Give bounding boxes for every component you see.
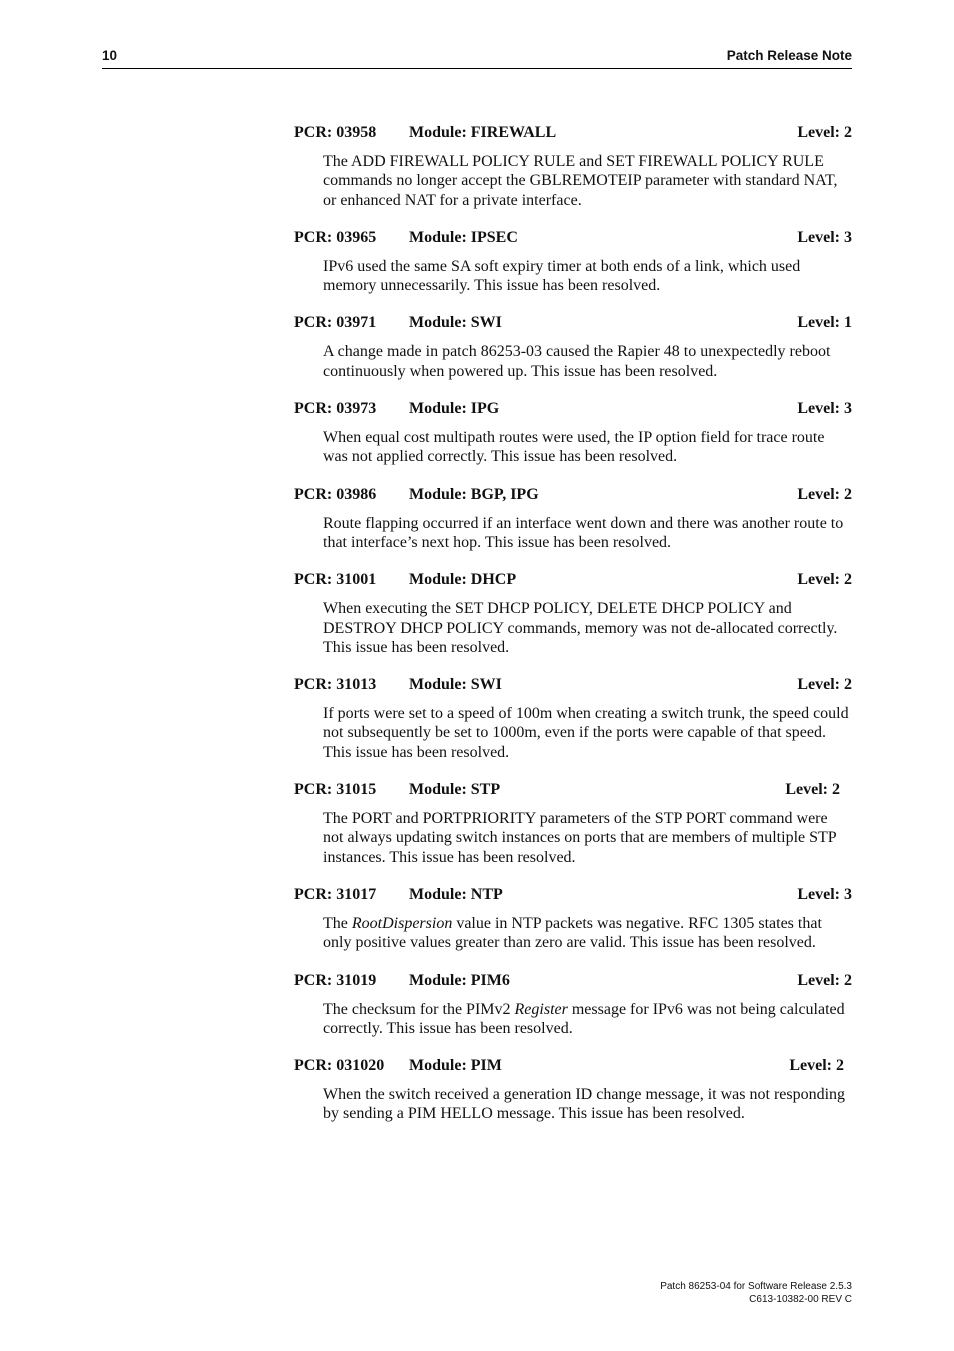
- pcr-level: Level: 3: [797, 885, 852, 903]
- pcr-entry: [294, 886, 852, 953]
- pcr-entry: [294, 400, 852, 467]
- pcr-heading: [294, 972, 852, 994]
- message-name-italic: Register: [514, 1000, 568, 1018]
- field-name-italic: RootDispersion: [351, 914, 453, 932]
- pcr-number: PCR: 03971: [294, 314, 377, 332]
- pcr-number: PCR: 31013: [294, 676, 377, 694]
- pcr-module: Module: IPG: [409, 400, 500, 418]
- pcr-module: Module: PIM6: [409, 971, 510, 989]
- pcr-number: PCR: 31017: [294, 885, 377, 903]
- pcr-number: PCR: 03973: [294, 400, 377, 418]
- pcr-number: PCR: 31001: [294, 571, 377, 589]
- pcr-entry: [294, 571, 852, 657]
- pcr-entry: [294, 486, 852, 553]
- pcr-description: The RootDispersion value in NTP packets was negative. RFC 1305 states that only positive values greater than zero are valid. This issue has been resolved.: [323, 914, 822, 952]
- pcr-module: Module: SWI: [409, 676, 502, 694]
- pcr-level: Level: 2: [789, 1057, 844, 1075]
- pcr-number: PCR: 03965: [294, 228, 377, 246]
- pcr-description: A change made in patch 86253-03 caused the Rapier 48 to unexpectedly reboot continuously when powered up. This issue has been resolved.: [323, 343, 831, 380]
- pcr-heading: [294, 400, 852, 422]
- pcr-module: Module: DHCP: [409, 571, 517, 589]
- pcr-module: Module: SWI: [409, 314, 502, 332]
- pcr-description: The checksum for the PIMv2 Register message for IPv6 was not being calculated correctly. This issue has been resolved.: [323, 1000, 845, 1037]
- pcr-heading: [294, 886, 852, 908]
- header-title: Patch Release Note: [726, 48, 852, 63]
- footer-doc-number: C613-10382-00 REV C: [749, 1293, 852, 1305]
- pcr-description: The PORT and PORTPRIORITY parameters of the STP PORT command were not always updating switch instances on ports that are members of multiple STP instances. This issue has been resolved.: [323, 810, 837, 866]
- pcr-module: Module: STP: [409, 781, 501, 799]
- pcr-entry: [294, 314, 852, 381]
- pcr-description: When executing the SET DHCP POLICY, DELETE DHCP POLICY and DESTROY DHCP POLICY commands, memory was not de-allocated correctly. This issue has been resolved.: [323, 600, 838, 656]
- pcr-module: Module: BGP, IPG: [409, 485, 539, 503]
- pcr-level: Level: 2: [797, 485, 852, 503]
- footer-patch-line: Patch 86253-04 for Software Release 2.5.3: [660, 1281, 852, 1292]
- pcr-module: Module: PIM: [409, 1057, 502, 1075]
- pcr-entry: [294, 229, 852, 296]
- pcr-heading: [294, 124, 852, 146]
- pcr-description: The ADD FIREWALL POLICY RULE and SET FIREWALL POLICY RULE commands no longer accept the GBLREMOTEIP parameter with standard NAT, or enhanced NAT for a private interface.: [323, 153, 838, 209]
- pcr-heading: [294, 229, 852, 251]
- pcr-module: Module: FIREWALL: [409, 124, 557, 141]
- page-number: 10: [102, 48, 118, 63]
- pcr-description: If ports were set to a speed of 100m when creating a switch trunk, the speed could not subsequently be set to 1000m, even if the ports were capable of that speed. This issue has been resolved.: [323, 705, 849, 761]
- pcr-description: When the switch received a generation ID change message, it was not responding by sending a PIM HELLO message. This issue has been resolved.: [323, 1086, 846, 1123]
- pcr-heading: [294, 571, 852, 593]
- pcr-heading: [294, 314, 852, 336]
- pcr-description: Route flapping occurred if an interface went down and there was another route to that interface’s next hop. This issue has been resolved.: [323, 514, 844, 551]
- pcr-module: Module: NTP: [409, 885, 503, 903]
- pcr-module: Module: IPSEC: [409, 228, 518, 246]
- page-header: [102, 48, 852, 69]
- pcr-entry: [294, 781, 852, 867]
- pcr-number: PCR: 03958: [294, 124, 377, 141]
- page-footer: [660, 1281, 852, 1306]
- pcr-level: Level: 2: [797, 676, 852, 694]
- pcr-entry: [294, 124, 852, 210]
- pcr-description: IPv6 used the same SA soft expiry timer at both ends of a link, which used memory unnecessarily. This issue has been resolved.: [323, 257, 801, 295]
- pcr-level: Level: 3: [797, 228, 852, 246]
- pcr-level: Level: 2: [797, 971, 852, 989]
- pcr-entry: [294, 972, 852, 1039]
- pcr-level: Level: 2: [797, 124, 852, 141]
- pcr-heading: [294, 781, 852, 803]
- pcr-number: PCR: 03986: [294, 485, 377, 503]
- pcr-number: PCR: 031020: [294, 1057, 385, 1075]
- pcr-description: When equal cost multipath routes were used, the IP option field for trace route was not applied correctly. This issue has been resolved.: [323, 429, 825, 466]
- pcr-entry: [294, 1057, 852, 1124]
- pcr-level: Level: 2: [797, 571, 852, 589]
- pcr-level: Level: 2: [785, 781, 840, 799]
- pcr-level: Level: 1: [797, 314, 852, 332]
- pcr-level: Level: 3: [797, 400, 852, 418]
- pcr-heading: [294, 486, 852, 508]
- pcr-number: PCR: 31015: [294, 781, 377, 799]
- pcr-heading: [294, 676, 852, 698]
- pcr-heading: [294, 1057, 852, 1079]
- pcr-number: PCR: 31019: [294, 971, 377, 989]
- pcr-list: [294, 124, 852, 1143]
- pcr-entry: [294, 676, 852, 762]
